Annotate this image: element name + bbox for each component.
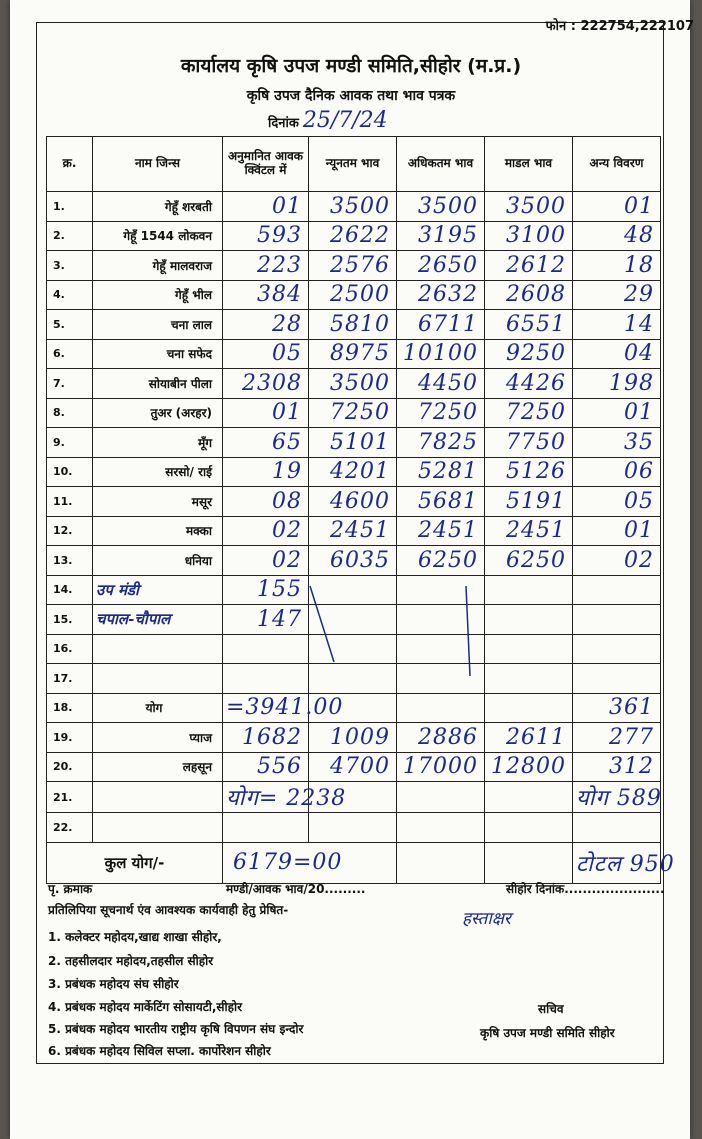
max-price <box>397 813 485 843</box>
row-number: 9. <box>47 428 93 458</box>
model-price: 2611 <box>485 723 573 753</box>
other-detail <box>573 813 661 843</box>
other-detail: 14 <box>573 310 661 340</box>
col-header-other: अन्य विवरण <box>573 137 661 192</box>
arrival-value: 384 <box>223 280 309 310</box>
min-price <box>309 813 397 843</box>
row-number: 1. <box>47 192 93 222</box>
table-row <box>47 516 661 546</box>
min-price <box>309 605 397 635</box>
secretary-label: सचिव <box>538 1002 564 1016</box>
arrival-value: 02 <box>223 546 309 576</box>
max-price: 17000 <box>397 752 485 782</box>
grand-total-arrival: 6179=00 <box>223 842 397 883</box>
row-number: 11. <box>47 487 93 517</box>
row-number: 21. <box>47 782 93 813</box>
min-price: 2576 <box>309 251 397 281</box>
crop-name <box>93 634 223 664</box>
recipient-2: 2. तहसीलदार महोदय,तहसील सीहोर <box>48 954 214 968</box>
model-price: 6551 <box>485 310 573 340</box>
recipient-1: 1. कलेक्टर महोदय,खाद्य शाखा सीहोर, <box>48 930 222 944</box>
ref-label: पृ. क्रमाक <box>48 882 93 896</box>
row-number: 15. <box>47 605 93 635</box>
table-row <box>47 339 661 369</box>
other-detail: 01 <box>573 398 661 428</box>
crop-name: धनिया <box>93 546 223 576</box>
form-subtitle: कृषि उपज दैनिक आवक तथा भाव पत्रक <box>246 88 456 104</box>
other-detail: 06 <box>573 457 661 487</box>
other-detail: 05 <box>573 487 661 517</box>
min-price <box>309 664 397 694</box>
min-price: 5810 <box>309 310 397 340</box>
max-price: 7825 <box>397 428 485 458</box>
arrival-value: 08 <box>223 487 309 517</box>
row-number: 5. <box>47 310 93 340</box>
row-number: 8. <box>47 398 93 428</box>
arrival-value: 1682 <box>223 723 309 753</box>
max-price <box>397 693 485 723</box>
crop-name: मसूर <box>93 487 223 517</box>
max-price <box>397 664 485 694</box>
other-detail: 48 <box>573 221 661 251</box>
row-number: 3. <box>47 251 93 281</box>
model-price <box>485 813 573 843</box>
arrival-value: 593 <box>223 221 309 251</box>
table-row <box>47 310 661 340</box>
row-number: 14. <box>47 575 93 605</box>
grand-total-label: कुल योग/- <box>47 842 223 883</box>
model-price: 5191 <box>485 487 573 517</box>
col-header-min: न्यूनतम भाव <box>309 137 397 192</box>
table-row <box>47 693 661 723</box>
arrival-value: 02 <box>223 516 309 546</box>
table-row <box>47 369 661 399</box>
arrival-value: 2308 <box>223 369 309 399</box>
table-row <box>47 723 661 753</box>
table-row <box>47 546 661 576</box>
max-price: 10100 <box>397 339 485 369</box>
other-detail: योग 589 <box>573 782 661 813</box>
place-date: सीहोर दिनांक...................... <box>506 882 665 896</box>
arrival-value <box>223 634 309 664</box>
recipient-6: 6. प्रबंधक महोदय सिविल सप्ला. कार्पोरेशन सीहोर <box>48 1044 271 1058</box>
max-price: 2886 <box>397 723 485 753</box>
row-number: 13. <box>47 546 93 576</box>
other-detail: 35 <box>573 428 661 458</box>
other-detail: 361 <box>573 693 661 723</box>
model-price: 6250 <box>485 546 573 576</box>
arrival-value: 556 <box>223 752 309 782</box>
col-header-crop: नाम जिन्स <box>93 137 223 192</box>
arrival-value: 05 <box>223 339 309 369</box>
row-number: 6. <box>47 339 93 369</box>
arrival-value: योग= 2238 <box>223 782 309 813</box>
copy-to-line: प्रतिलिपिया सूचनार्थ एंव आवश्यक कार्यवाही हेतु प्रेषित- <box>48 903 289 917</box>
table-row <box>47 605 661 635</box>
min-price: 3500 <box>309 369 397 399</box>
table-row <box>47 634 661 664</box>
crop-name: गेहूँ मालवराज <box>93 251 223 281</box>
arrival-value: 01 <box>223 192 309 222</box>
max-price: 3500 <box>397 192 485 222</box>
crop-name: प्याज <box>93 723 223 753</box>
crop-name: तुअर (अरहर) <box>93 398 223 428</box>
min-price: 2622 <box>309 221 397 251</box>
arrival-value: 01 <box>223 398 309 428</box>
row-number: 20. <box>47 752 93 782</box>
arrival-value: 223 <box>223 251 309 281</box>
crop-name: चना सफेद <box>93 339 223 369</box>
min-price: 4600 <box>309 487 397 517</box>
empty-cell <box>397 842 485 883</box>
max-price <box>397 575 485 605</box>
model-price: 12800 <box>485 752 573 782</box>
other-detail: 18 <box>573 251 661 281</box>
min-price: 2451 <box>309 516 397 546</box>
arrival-value: 28 <box>223 310 309 340</box>
model-price: 2451 <box>485 516 573 546</box>
signature: हस्ताक्षर <box>462 909 511 929</box>
arrival-value <box>223 813 309 843</box>
max-price: 5281 <box>397 457 485 487</box>
max-price: 2632 <box>397 280 485 310</box>
max-price: 6250 <box>397 546 485 576</box>
other-detail: 01 <box>573 516 661 546</box>
model-price <box>485 782 573 813</box>
model-price: 3500 <box>485 192 573 222</box>
col-header-max: अधिकतम भाव <box>397 137 485 192</box>
table-row <box>47 280 661 310</box>
max-price: 2451 <box>397 516 485 546</box>
other-detail <box>573 605 661 635</box>
table-row <box>47 575 661 605</box>
crop-name <box>93 782 223 813</box>
model-price: 2612 <box>485 251 573 281</box>
model-price <box>485 693 573 723</box>
row-number: 16. <box>47 634 93 664</box>
other-detail: 01 <box>573 192 661 222</box>
min-price <box>309 575 397 605</box>
arrival-value: 147 <box>223 605 309 635</box>
min-price: 2500 <box>309 280 397 310</box>
model-price: 7750 <box>485 428 573 458</box>
min-price: 5101 <box>309 428 397 458</box>
table-row <box>47 398 661 428</box>
arrival-value: =3941.00 <box>223 693 309 723</box>
grand-total-other: टोटल 950 <box>573 842 661 883</box>
model-price: 5126 <box>485 457 573 487</box>
col-header-no: क्र. <box>47 137 93 192</box>
office-title: कार्यालय कृषि उपज मण्डी समिति,सीहोर (म.प्र.) <box>180 55 522 77</box>
crop-name: मक्का <box>93 516 223 546</box>
arrival-value: 155 <box>223 575 309 605</box>
row-number: 12. <box>47 516 93 546</box>
model-price: 3100 <box>485 221 573 251</box>
row-number: 10. <box>47 457 93 487</box>
max-price: 7250 <box>397 398 485 428</box>
model-price <box>485 664 573 694</box>
recipient-5: 5. प्रबंधक महोदय भारतीय राष्ट्रीय कृषि विपणन संघ इन्दोर <box>48 1022 304 1036</box>
min-price: 7250 <box>309 398 397 428</box>
table-row <box>47 428 661 458</box>
row-number: 18. <box>47 693 93 723</box>
crop-name: चपाल-चौपाल <box>93 605 223 635</box>
other-detail: 198 <box>573 369 661 399</box>
date-value: 25/7/24 <box>302 108 388 133</box>
row-number: 4. <box>47 280 93 310</box>
date-label: दिनांक <box>268 116 299 131</box>
min-price: 1009 <box>309 723 397 753</box>
min-price <box>309 634 397 664</box>
crop-name: गेहूँ शरबती <box>93 192 223 222</box>
crop-name: गेहूँ 1544 लोकवन <box>93 221 223 251</box>
price-table <box>46 136 675 884</box>
max-price: 4450 <box>397 369 485 399</box>
crop-name: सोयाबीन पीला <box>93 369 223 399</box>
model-price <box>485 575 573 605</box>
committee-label: कृषि उपज मण्डी समिति सीहोर <box>480 1026 615 1040</box>
model-price <box>485 605 573 635</box>
table-row <box>47 664 661 694</box>
row-number: 17. <box>47 664 93 694</box>
recipient-4: 4. प्रबंधक महोदय मार्केटिंग सोसायटी,सीहोर <box>48 1000 243 1014</box>
model-price: 9250 <box>485 339 573 369</box>
max-price <box>397 634 485 664</box>
max-price: 5681 <box>397 487 485 517</box>
max-price <box>397 605 485 635</box>
crop-name: गेहूँ भील <box>93 280 223 310</box>
crop-name: मूँग <box>93 428 223 458</box>
other-detail: 04 <box>573 339 661 369</box>
min-price: 4201 <box>309 457 397 487</box>
model-price: 7250 <box>485 398 573 428</box>
row-number: 19. <box>47 723 93 753</box>
table-row <box>47 487 661 517</box>
min-price: 6035 <box>309 546 397 576</box>
other-detail <box>573 634 661 664</box>
crop-name <box>93 813 223 843</box>
other-detail <box>573 575 661 605</box>
row-number: 2. <box>47 221 93 251</box>
crop-name <box>93 664 223 694</box>
table-row <box>47 457 661 487</box>
other-detail: 312 <box>573 752 661 782</box>
model-price: 4426 <box>485 369 573 399</box>
crop-name: योग <box>93 693 223 723</box>
crop-name: लहसून <box>93 752 223 782</box>
crop-name: उप मंडी <box>93 575 223 605</box>
table-row <box>47 192 661 222</box>
table-row <box>47 251 661 281</box>
table-row <box>47 221 661 251</box>
max-price: 6711 <box>397 310 485 340</box>
other-detail: 02 <box>573 546 661 576</box>
model-price: 2608 <box>485 280 573 310</box>
table-row <box>47 782 661 813</box>
phone-numbers: फोन : 222754,222107 <box>545 19 694 34</box>
min-price: 4700 <box>309 752 397 782</box>
other-detail <box>573 664 661 694</box>
col-header-arrival: अनुमानित आवक क्विंटल में <box>223 137 309 192</box>
max-price <box>397 782 485 813</box>
other-detail: 29 <box>573 280 661 310</box>
table-header-row <box>47 137 661 192</box>
arrival-value: 19 <box>223 457 309 487</box>
max-price: 3195 <box>397 221 485 251</box>
recipient-3: 3. प्रबंधक महोदय संघ सीहोर <box>48 977 179 991</box>
crop-name: चना लाल <box>93 310 223 340</box>
arrival-value: 65 <box>223 428 309 458</box>
max-price: 2650 <box>397 251 485 281</box>
row-number: 7. <box>47 369 93 399</box>
empty-cell <box>485 842 573 883</box>
crop-name: सरसो/ राई <box>93 457 223 487</box>
date-line <box>268 108 388 133</box>
min-price: 8975 <box>309 339 397 369</box>
col-header-model: माडल भाव <box>485 137 573 192</box>
other-detail: 277 <box>573 723 661 753</box>
min-price: 3500 <box>309 192 397 222</box>
model-price <box>485 634 573 664</box>
row-number: 22. <box>47 813 93 843</box>
grand-total-row <box>47 842 661 883</box>
arrival-value <box>223 664 309 694</box>
table-row <box>47 813 661 843</box>
mandi-line: मण्डी/आवक भाव/20......... <box>226 882 366 896</box>
table-row <box>47 752 661 782</box>
